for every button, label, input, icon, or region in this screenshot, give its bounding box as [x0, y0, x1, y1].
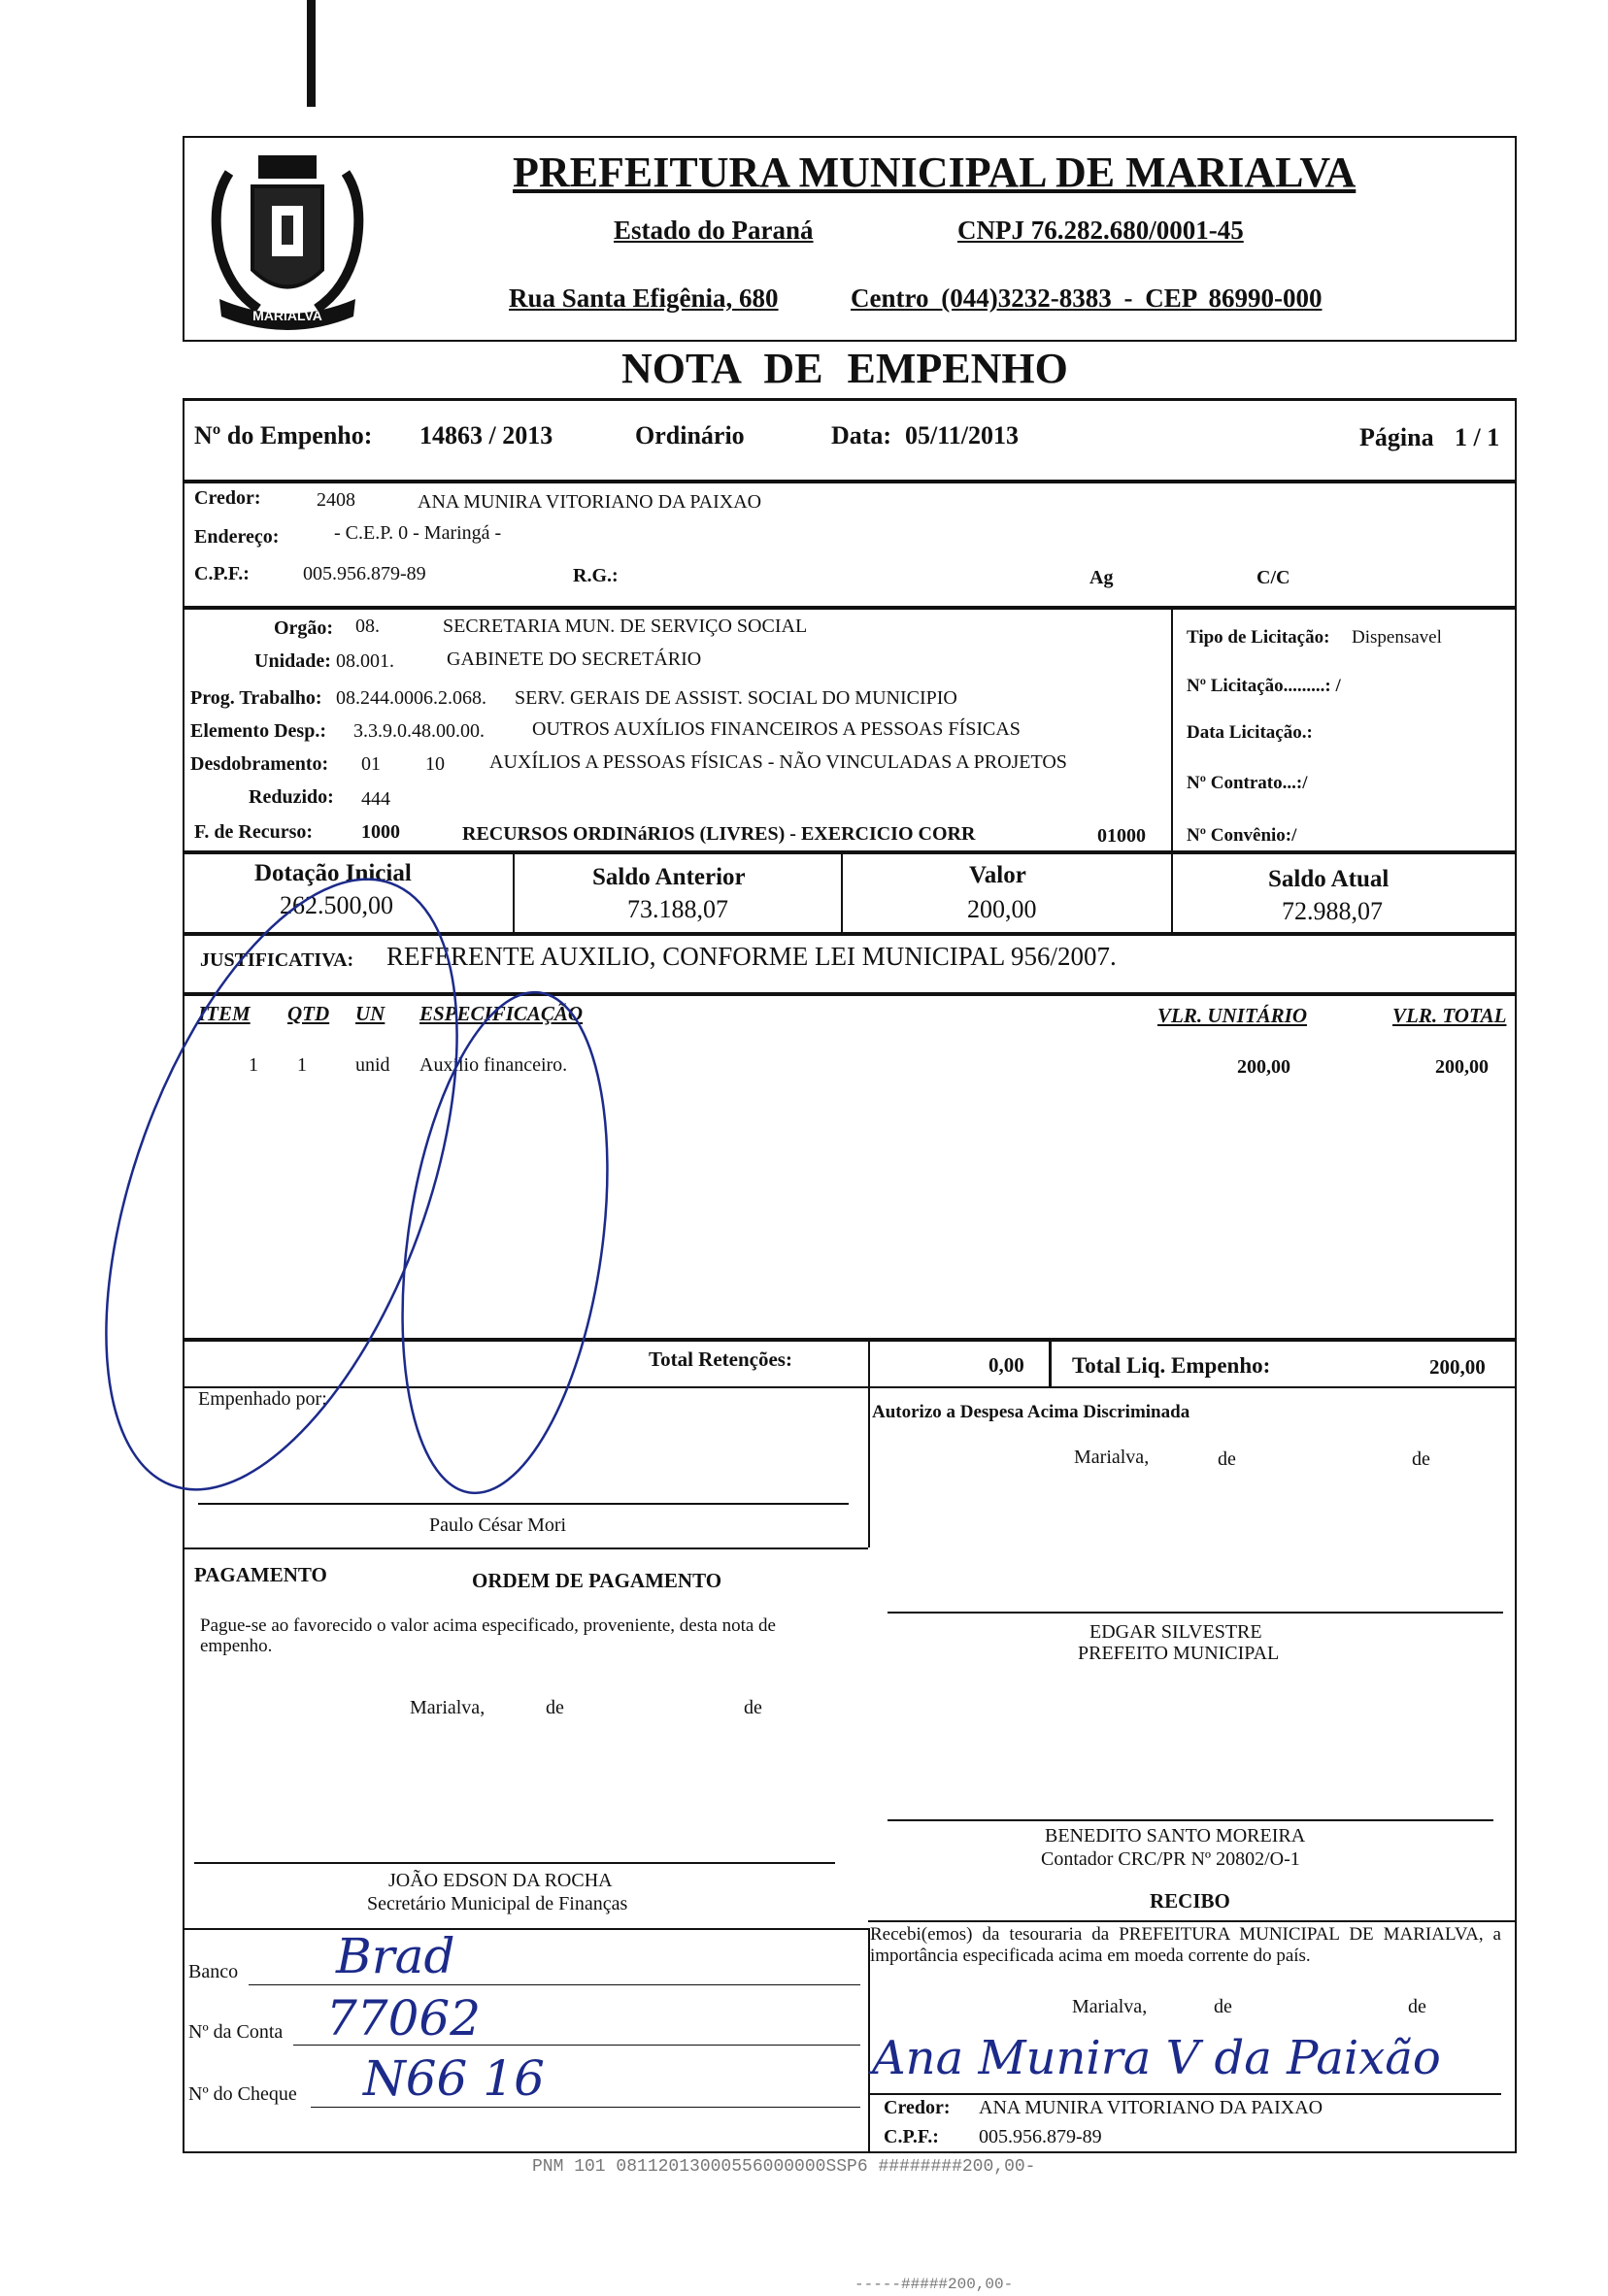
- desdobramento-name: AUXÍLIOS A PESSOAS FÍSICAS - NÃO VINCULADAS A PROJETOS: [489, 751, 1067, 773]
- recibo-city: Marialva,: [1072, 1996, 1148, 2017]
- cpf-value: 005.956.879-89: [303, 563, 426, 584]
- autorizo-de-1: de: [1218, 1448, 1236, 1470]
- prefeito-name: EDGAR SILVESTRE: [1089, 1621, 1262, 1643]
- autorizo-label: Autorizo a Despesa Acima Discriminada: [872, 1402, 1190, 1422]
- col-unit-value: VLR. UNITÁRIO: [1157, 1004, 1308, 1027]
- saldos-divider-3: [1171, 852, 1173, 934]
- elemento-name: OUTROS AUXÍLIOS FINANCEIROS A PESSOAS FÍSICAS: [532, 718, 1021, 740]
- prog-label: Prog. Trabalho:: [190, 687, 322, 709]
- recurso-suffix: 01000: [1097, 825, 1146, 847]
- secretario-title: Secretário Municipal de Finanças: [367, 1893, 628, 1914]
- recurso-code: 1000: [361, 821, 400, 843]
- prefeito-signature-line: [888, 1612, 1503, 1614]
- empenhado-signature-line: [198, 1503, 849, 1505]
- scan-code-bottom: PNM 101 08112013000556000000SSP6 ########200,00-: [532, 2157, 1036, 2177]
- reduzido-label: Reduzido:: [249, 786, 334, 808]
- data-licitacao: Data Licitação.:: [1187, 722, 1313, 743]
- desdobramento-label: Desdobramento:: [190, 753, 329, 775]
- pagamento-text: Pague-se ao favorecido o valor acima especificado, proveniente, desta nota de empenho.: [200, 1615, 776, 1656]
- conta-handwritten: 77062: [326, 1990, 482, 2046]
- orgao-code: 08.: [355, 616, 380, 637]
- empenho-date-label: Data:: [831, 421, 892, 449]
- col-spec: ESPECIFICAÇÃO: [419, 1002, 584, 1025]
- header-divider: [183, 340, 1517, 342]
- desdobramento-code-2: 10: [425, 753, 445, 775]
- empenho-number-label: Nº do Empenho:: [194, 421, 373, 449]
- cpf-label: C.P.F.:: [194, 563, 250, 584]
- pagamento-city: Marialva,: [410, 1697, 486, 1718]
- recibo-text: Recebi(emos) da tesouraria da PREFEITURA MUNICIPAL DE MARIALVA, a importância especificada acima em moeda corrente do país.: [870, 1924, 1501, 1966]
- recibo-signature-line: [870, 2093, 1501, 2095]
- item-qtd: 1: [297, 1054, 307, 1076]
- tipo-licitacao-label: Tipo de Licitação:: [1187, 627, 1330, 648]
- saldos-divider-1: [513, 852, 515, 934]
- page-title: PREFEITURA MUNICIPAL DE MARIALVA: [513, 149, 1357, 196]
- municipal-seal-icon: [190, 144, 385, 338]
- col-qtd: QTD: [287, 1002, 330, 1025]
- banco-label: Banco: [188, 1961, 239, 1982]
- retencoes-value: 0,00: [988, 1353, 1024, 1377]
- recibo-signature: Ana Munira V da Paixão: [872, 2031, 1441, 2085]
- prog-code: 08.244.0006.2.068.: [336, 687, 486, 709]
- cheque-line: [311, 2107, 860, 2108]
- saldo-atual-label: Saldo Atual: [1268, 866, 1390, 892]
- scan-mark: [307, 0, 316, 107]
- ag-label: Ag: [1089, 567, 1114, 588]
- valor-value: 200,00: [967, 895, 1037, 923]
- contador-signature-line: [888, 1819, 1493, 1821]
- recibo-credor-name: ANA MUNIRA VITORIANO DA PAIXAO: [979, 2097, 1323, 2118]
- recibo-top-line: [868, 1920, 1517, 1922]
- total-liquido-label: Total Liq. Empenho:: [1072, 1353, 1271, 1378]
- seal-lettering: MARIALVA: [252, 308, 322, 323]
- address-label: Rua Santa Efigênia, 680: [509, 283, 779, 313]
- unidade-name: GABINETE DO SECRETÁRIO: [447, 649, 702, 670]
- ordem-pagamento-label: ORDEM DE PAGAMENTO: [472, 1569, 722, 1592]
- empenho-number: 14863 / 2013: [419, 421, 553, 449]
- pagamento-de-1: de: [546, 1697, 564, 1718]
- recibo-de-1: de: [1214, 1996, 1232, 2017]
- justificativa-label: JUSTIFICATIVA:: [200, 949, 354, 971]
- cheque-label: Nº do Cheque: [188, 2083, 297, 2105]
- saldo-anterior-value: 73.188,07: [627, 895, 728, 923]
- elemento-label: Elemento Desp.:: [190, 720, 326, 742]
- page-number: 1 / 1: [1455, 423, 1500, 451]
- contador-title: Contador CRC/PR Nº 20802/O-1: [1041, 1848, 1300, 1870]
- col-item: ITEM: [198, 1002, 251, 1025]
- credor-label: Credor:: [194, 487, 261, 509]
- signature-divider: [868, 1386, 870, 1547]
- empenho-date: 05/11/2013: [905, 421, 1020, 449]
- item-number: 1: [249, 1054, 258, 1076]
- item-spec: Auxilio financeiro.: [419, 1054, 568, 1076]
- recibo-credor-label: Credor:: [884, 2097, 951, 2118]
- saldos-divider-2: [841, 852, 843, 934]
- pagamento-top-line: [183, 1547, 868, 1549]
- item-total-value: 200,00: [1435, 1056, 1489, 1078]
- banco-line: [249, 1984, 860, 1985]
- col-total-value: VLR. TOTAL: [1392, 1004, 1507, 1027]
- rg-label: R.G.:: [573, 565, 619, 586]
- banco-section-line: [183, 1928, 868, 1930]
- numero-licitacao: Nº Licitação.........: /: [1187, 676, 1341, 696]
- endereco-value: - C.E.P. 0 - Maringá -: [334, 522, 502, 544]
- unidade-code: 08.001.: [336, 650, 394, 672]
- saldo-anterior-label: Saldo Anterior: [592, 864, 746, 890]
- total-liquido-value: 200,00: [1429, 1355, 1486, 1379]
- recibo-label: RECIBO: [1150, 1889, 1230, 1913]
- district-phone-label: Centro (044)3232-8383 - CEP 86990-000: [851, 283, 1323, 313]
- tipo-licitacao-value: Dispensavel: [1352, 627, 1442, 648]
- valor-label: Valor: [969, 862, 1026, 888]
- dotacao-label: Dotação Inicial: [254, 860, 412, 886]
- col-un: UN: [355, 1002, 385, 1025]
- recibo-de-2: de: [1408, 1996, 1426, 2017]
- budget-divider: [1171, 608, 1173, 852]
- empenhado-name: Paulo César Mori: [429, 1514, 567, 1536]
- prog-name: SERV. GERAIS DE ASSIST. SOCIAL DO MUNICIPIO: [515, 687, 957, 709]
- endereco-label: Endereço:: [194, 526, 280, 548]
- saldo-atual-value: 72.988,07: [1282, 897, 1383, 925]
- autorizo-de-2: de: [1412, 1448, 1430, 1470]
- cnpj-label: CNPJ 76.282.680/0001-45: [957, 216, 1244, 245]
- credor-name: ANA MUNIRA VITORIANO DA PAIXAO: [418, 491, 762, 513]
- dotacao-value: 262.500,00: [280, 891, 393, 919]
- recibo-cpf-label: C.P.F.:: [884, 2126, 939, 2147]
- recurso-name: RECURSOS ORDINáRIOS (LIVRES) - EXERCICIO CORR: [462, 823, 976, 845]
- desdobramento-code-1: 01: [361, 753, 381, 775]
- page-number-label: Página: [1359, 423, 1434, 451]
- justificativa-text: REFERENTE AUXILIO, CONFORME LEI MUNICIPAL 956/2007.: [386, 942, 1117, 971]
- retencoes-label: Total Retenções:: [649, 1348, 792, 1371]
- banco-handwritten: Brad: [336, 1928, 455, 1984]
- cc-label: C/C: [1256, 567, 1290, 588]
- pagamento-label: PAGAMENTO: [194, 1563, 327, 1586]
- autorizo-city: Marialva,: [1074, 1447, 1150, 1468]
- cheque-handwritten: N66 16: [363, 2050, 545, 2107]
- recurso-label: F. de Recurso:: [194, 821, 314, 843]
- numero-convenio: Nº Convênio:/: [1187, 825, 1297, 846]
- orgao-label: Orgão:: [274, 617, 334, 639]
- empenhado-label: Empenhado por:: [198, 1388, 327, 1410]
- items-box: [183, 994, 1517, 1340]
- orgao-name: SECRETARIA MUN. DE SERVIÇO SOCIAL: [443, 616, 808, 637]
- numero-contrato: Nº Contrato...:/: [1187, 773, 1308, 793]
- document-title: NOTA DE EMPENHO: [621, 345, 1068, 392]
- contador-name: BENEDITO SANTO MOREIRA: [1045, 1825, 1306, 1847]
- prefeito-title: PREFEITO MUNICIPAL: [1078, 1643, 1280, 1664]
- elemento-code: 3.3.9.0.48.00.00.: [353, 720, 485, 742]
- state-label: Estado do Paraná: [614, 216, 814, 245]
- secretario-name: JOÃO EDSON DA ROCHA: [388, 1870, 613, 1891]
- secretario-signature-line: [194, 1862, 835, 1864]
- empenho-type: Ordinário: [635, 421, 745, 449]
- unidade-label: Unidade:: [254, 650, 331, 672]
- reduzido-value: 444: [361, 788, 390, 810]
- credor-box: [183, 482, 1517, 608]
- scan-code-corner: -----#####200,00-: [854, 2276, 1014, 2293]
- item-unit-value: 200,00: [1237, 1056, 1290, 1078]
- pagamento-de-2: de: [744, 1697, 762, 1718]
- item-un: unid: [355, 1054, 390, 1076]
- recibo-cpf-value: 005.956.879-89: [979, 2126, 1102, 2147]
- conta-label: Nº da Conta: [188, 2021, 284, 2043]
- credor-code: 2408: [317, 489, 355, 511]
